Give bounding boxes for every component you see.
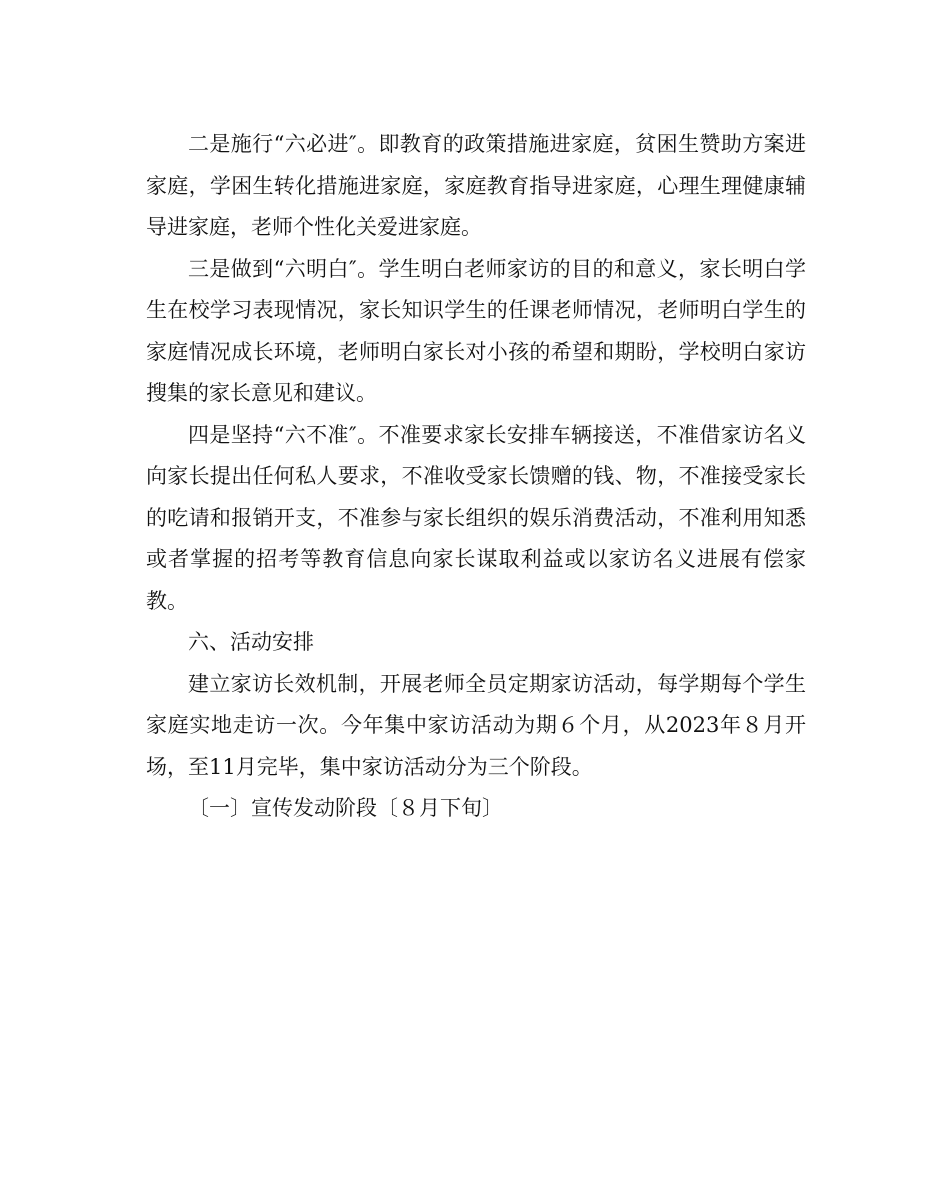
section-heading-activity-arrangement: 六、活动安排 — [188, 630, 314, 654]
paragraph-six-prohibitions: 四是坚持“六不准″。不准要求家长安排车辆接送，不准借家访名义向家长提出任何私人要求，不准收受家长馈赠的钱、物，不准接受家长的吃请和报销开支，不准参与家长组织的娱乐消费活动，不准利用知悉或者掌握的招考等教育信息向家长谋取利益或以家访名义进展有偿家教。 — [146, 422, 806, 613]
document-body — [146, 124, 806, 830]
paragraph-home-visit-mechanism: 建立家访长效机制，开展老师全员定期家访活动，每学期每个学生家庭实地走访一次。今年集中家访活动为期６个月，从2023年８月开场，至11月完毕，集中家访活动分为三个阶段。 — [146, 671, 806, 779]
paragraph-six-must-enter: 二是施行“六必进″。即教育的政策措施进家庭，贫困生赞助方案进家庭，学困生转化措施进家庭，家庭教育指导进家庭，心理生理健康辅导进家庭，老师个性化关爱进家庭。 — [146, 132, 806, 239]
paragraph-six-understand: 三是做到“六明白″。学生明白老师家访的目的和意义，家长明白学生在校学习表现情况，家长知识学生的任课老师情况，老师明白学生的家庭情况成长环境，老师明白家长对小孩的希望和期盼，学校明白家访搜集的家长意见和建议。 — [146, 256, 806, 405]
subheading-publicity-phase: 〔一〕宣传发动阶段〔８月下旬〕 — [188, 796, 503, 820]
